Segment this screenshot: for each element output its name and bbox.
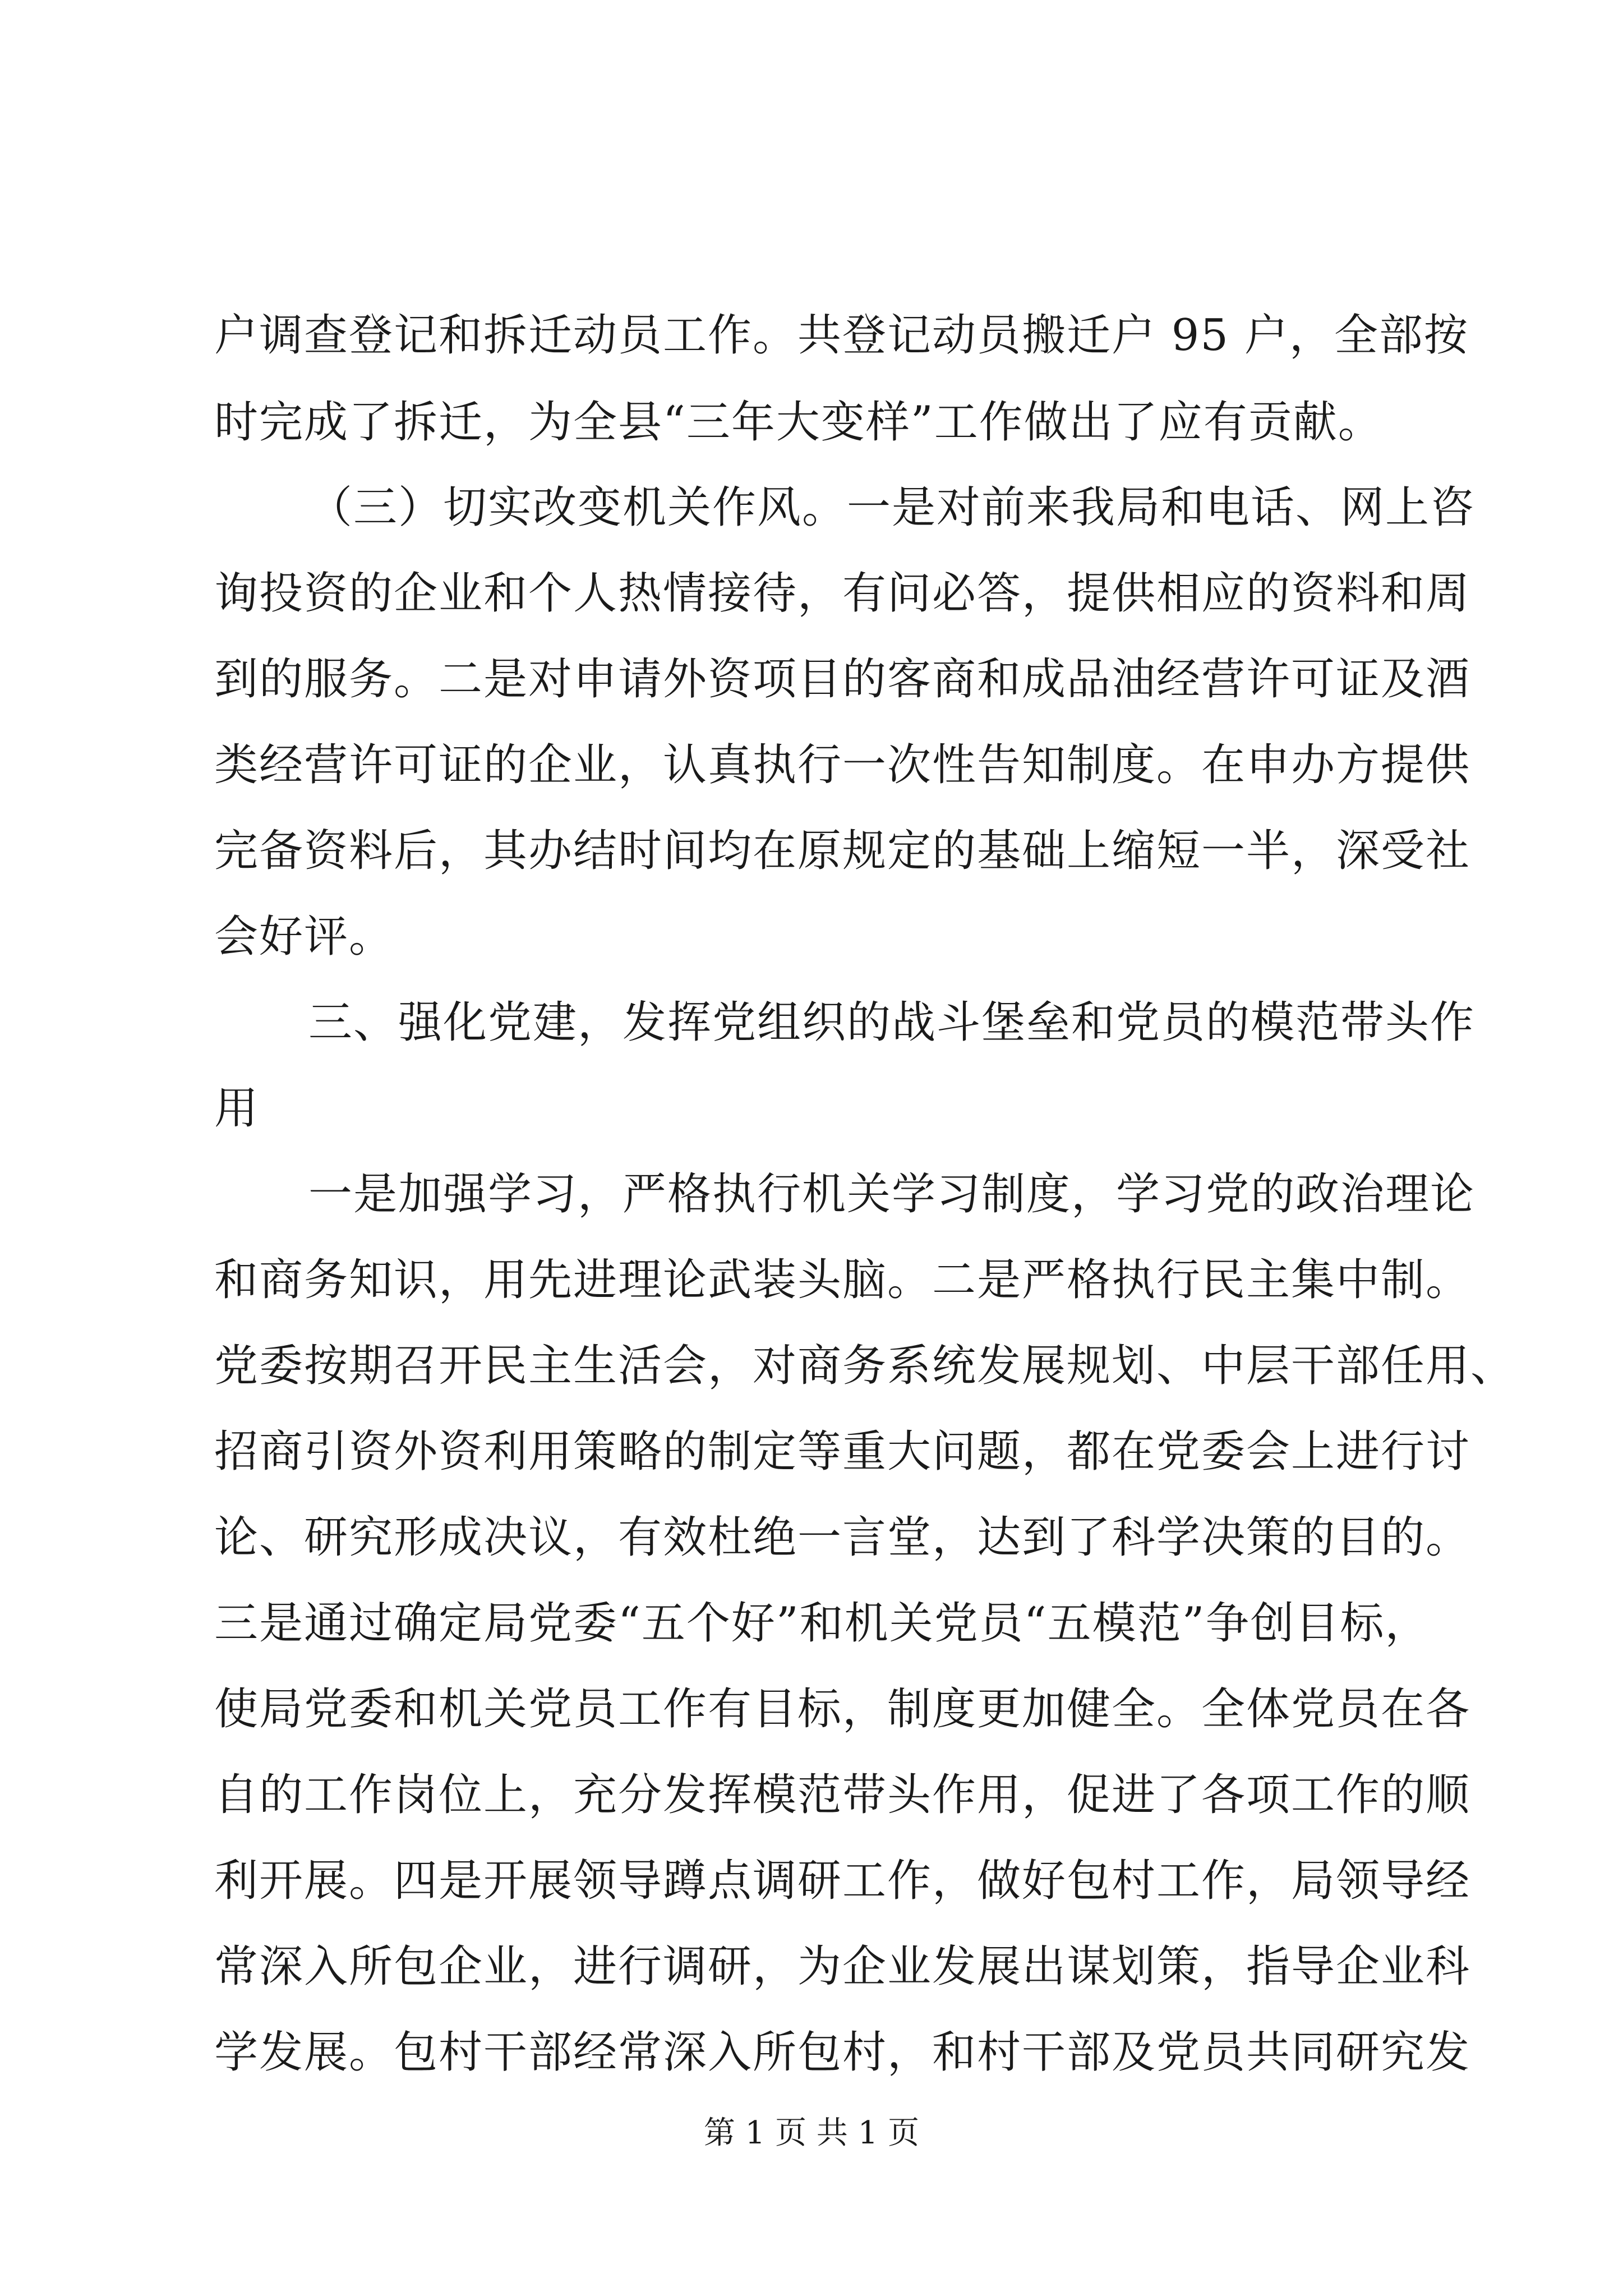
text-line: 自的工作岗位上，充分发挥模范带头作用，促进了各项工作的顺 [214, 1770, 1471, 1820]
text-line: （三）切实改变机关作风。一是对前来我局和电话、网上咨 [308, 482, 1476, 533]
text-line: 三是通过确定局党委“五个好”和机关党员“五模范”争创目标， [214, 1598, 1430, 1649]
text-line: 会好评。 [214, 912, 394, 962]
text-line: 时完成了拆迁，为全县“三年大变样”工作做出了应有贡献。 [214, 397, 1383, 448]
text-line: 党委按期召开民主生活会，对商务系统发展规划、中层干部任用、 [214, 1341, 1516, 1391]
text-line: 和商务知识，用先进理论武装头脑。二是严格执行民主集中制。 [214, 1255, 1471, 1305]
page-number-footer: 第 1 页 共 1 页 [703, 2115, 920, 2151]
text-line: 常深入所包企业，进行调研，为企业发展出谋划策，指导企业科 [214, 1941, 1471, 1992]
text-line: 到的服务。二是对申请外资项目的客商和成品油经营许可证及酒 [214, 654, 1471, 705]
text-line: 一是加强学习，严格执行机关学习制度，学习党的政治理论 [308, 1169, 1476, 1220]
text-line: 招商引资外资利用策略的制定等重大问题，都在党委会上进行讨 [214, 1427, 1471, 1477]
text-line: 利开展。四是开展领导蹲点调研工作，做好包村工作，局领导经 [214, 1856, 1471, 1906]
section-heading: 三、强化党建，发挥党组织的战斗堡垒和党员的模范带头作 [308, 997, 1476, 1048]
text-line: 类经营许可证的企业，认真执行一次性告知制度。在申办方提供 [214, 740, 1471, 790]
text-line: 询投资的企业和个人热情接待，有问必答，提供相应的资料和周 [214, 568, 1471, 619]
text-line: 论、研究形成决议，有效杜绝一言堂，达到了科学决策的目的。 [214, 1512, 1471, 1563]
text-line: 户调查登记和拆迁动员工作。共登记动员搬迁户 95 户，全部按 [214, 310, 1469, 361]
section-heading: 用 [214, 1083, 260, 1134]
text-line: 使局党委和机关党员工作有目标，制度更加健全。全体党员在各 [214, 1684, 1471, 1734]
text-line: 完备资料后，其办结时间均在原规定的基础上缩短一半，深受社 [214, 826, 1471, 876]
text-line: 学发展。包村干部经常深入所包村，和村干部及党员共同研究发 [214, 2027, 1471, 2078]
